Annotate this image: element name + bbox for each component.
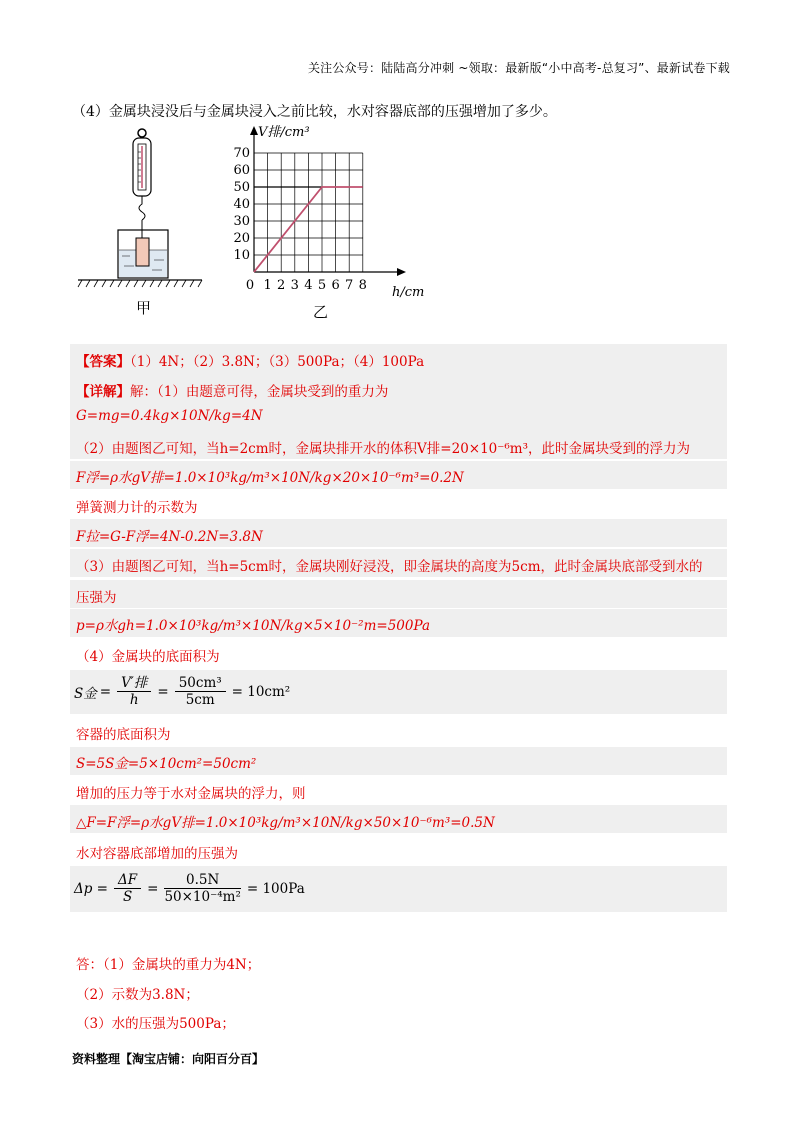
x-tick-label: 6 [331, 278, 340, 293]
x-tick-label: 0 [245, 278, 255, 293]
conclusion-2: （2）示数为3.8N； [76, 987, 199, 1003]
eq-tension: F拉=G-F浮=4N-0.2N=3.8N [76, 529, 263, 545]
detail-p2: （2）由题图乙可知，当h=2cm时，金属块排开水的体积V排=20×10⁻⁶m³，此时金属块受到的浮力为 [76, 441, 691, 457]
x-tick-label: 5 [317, 278, 327, 293]
x-axis-label: h/cm [392, 285, 425, 300]
y-axis-label: V排/cm³ [258, 125, 310, 140]
conclusion-3: （3）水的压强为500Pa； [76, 1016, 235, 1032]
x-tick-label: 4 [304, 278, 313, 293]
y-tick-label: 20 [233, 231, 250, 246]
detail-p4: （4）金属块的底面积为 [76, 649, 220, 665]
figure-yi-caption: 乙 [313, 303, 329, 321]
detail-p2b: 弹簧测力计的示数为 [76, 500, 198, 516]
x-tick-label: 3 [290, 278, 299, 293]
eq-force-increase: △F=F浮=ρ水gV排=1.0×10³kg/m³×10N/kg×50×10⁻⁶m³=0.5N [76, 815, 495, 831]
answer-line: 【答案】（1）4N；（2）3.8N；（3）500Pa；（4）100Pa [76, 354, 425, 370]
eq-pressure-increase: Δp = $\frac{\Delta F}{S}$ = $\frac{0.5N}{\text{50×10⁻⁴m²}}$ = 100Pa [74, 872, 305, 905]
eq-container-area: S=5S金=5×10cm²=50cm² [76, 756, 257, 772]
detail-p3b: 压强为 [76, 590, 117, 606]
y-tick-label: 70 [233, 146, 250, 161]
eq-base-area: S金 = $\frac{\text{V′排}}{h}$ = $\frac{\text{50cm³}}{5cm}$ = 10cm² [74, 675, 291, 708]
y-tick-label: 60 [233, 163, 250, 178]
question-4: （4）金属块浸没后与金属块浸入之前比较，水对容器底部的压强增加了多少。 [72, 104, 557, 120]
y-tick-label: 50 [233, 180, 250, 195]
x-tick-label: 8 [358, 278, 367, 293]
graph-axes [250, 126, 406, 276]
y-tick-label: 30 [233, 214, 250, 229]
x-tick-label: 1 [263, 278, 272, 293]
detail-p7: 水对容器底部增加的压强为 [76, 846, 238, 862]
eq-gravity: G=mg=0.4kg×10N/kg=4N [76, 408, 263, 424]
detail-intro: 【详解】解：（1）由题意可得，金属块受到的重力为 [76, 384, 389, 400]
page-header: 关注公众号：陆陆高分冲刺 ~领取：最新版“小中高考-总复习”、最新试卷下载 [307, 61, 730, 75]
detail-p6: 增加的压力等于水对金属块的浮力，则 [76, 786, 306, 802]
detail-p5: 容器的底面积为 [76, 727, 171, 743]
graph-grid [254, 153, 363, 272]
page-footer: 资料整理【淘宝店铺：向阳百分百】 [72, 1052, 265, 1066]
x-tick-label: 7 [345, 278, 354, 293]
y-tick-label: 40 [233, 197, 250, 212]
eq-pressure: p=ρ水gh=1.0×10³kg/m³×10N/kg×5×10⁻²m=500Pa [76, 618, 430, 634]
x-tick-label: 2 [277, 278, 286, 293]
conclusion-1: 答：（1）金属块的重力为4N； [76, 957, 261, 973]
scale-ring [138, 129, 146, 137]
eq-buoyancy: F浮=ρ水gV排=1.0×10³kg/m³×10N/kg×20×10⁻⁶m³=0.2N [76, 470, 464, 486]
metal-block [136, 238, 149, 266]
y-tick-label: 10 [233, 248, 250, 263]
detail-p3a: （3）由题图乙可知，当h=5cm时，金属块刚好浸没，即金属块的高度为5cm，此时金属块底部受到水的 [76, 559, 703, 575]
figure-jia-caption: 甲 [136, 299, 152, 317]
volume-height-graph [228, 122, 438, 322]
apparatus-figure [70, 122, 205, 322]
